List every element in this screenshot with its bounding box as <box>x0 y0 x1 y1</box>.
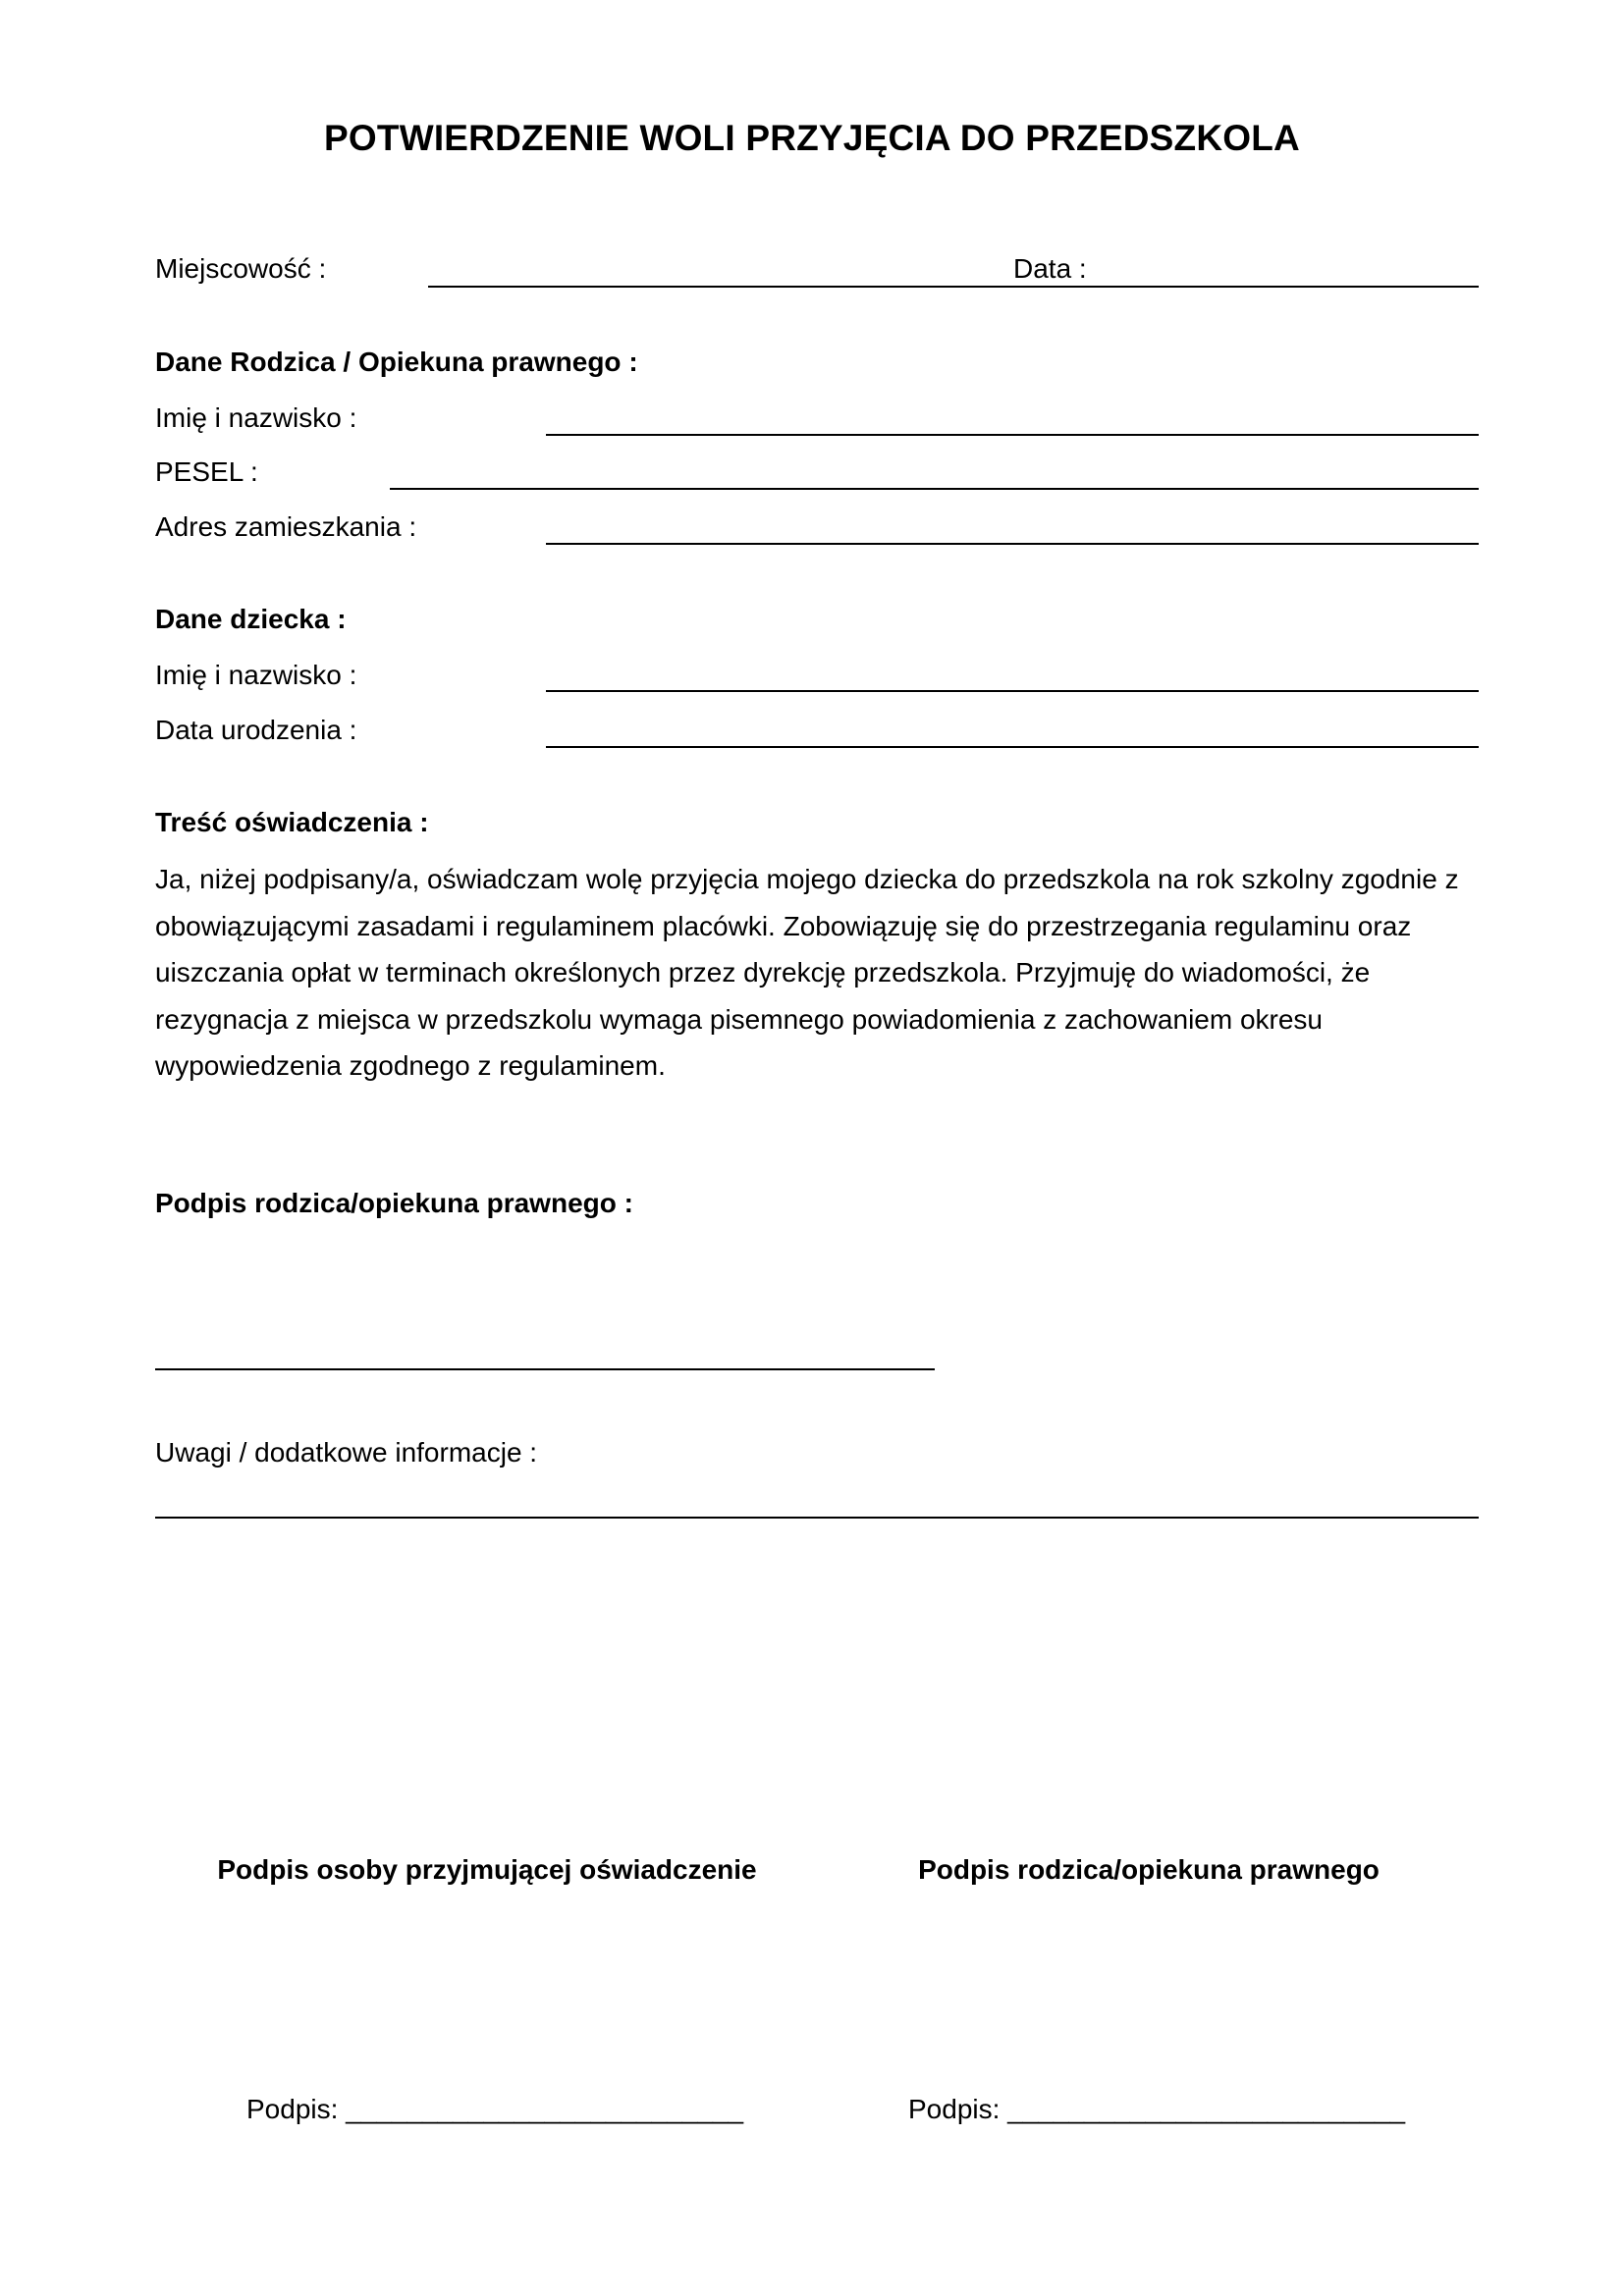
parent-pesel-label: PESEL : <box>155 456 258 487</box>
child-birthdate-label: Data urodzenia : <box>155 715 357 745</box>
statement-line: uiszczania opłat w terminach określonych przez dyrekcję przedszkola. Przyjmuję do wiadomości, że <box>155 957 1371 988</box>
child-birthdate-field-line[interactable] <box>546 746 1479 748</box>
statement-text <box>155 856 1471 1090</box>
receiver-signature-field[interactable]: Podpis: __________________________ <box>246 2094 744 2124</box>
parent-name-field-line[interactable] <box>546 434 1479 436</box>
parent-section-heading: Dane Rodzica / Opiekuna prawnego : <box>155 347 638 377</box>
child-name-label: Imię i nazwisko : <box>155 660 357 690</box>
document-title: POTWIERDZENIE WOLI PRZYJĘCIA DO PRZEDSZKOLA <box>324 118 1300 158</box>
statement-line: obowiązującymi zasadami i regulaminem placówki. Zobowiązuję się do przestrzegania regulaminu oraz <box>155 910 1412 941</box>
receiver-signature-heading: Podpis osoby przyjmującej oświadczenie <box>217 1854 757 1885</box>
parent-address-field-line[interactable] <box>546 543 1479 545</box>
child-section-heading: Dane dziecka : <box>155 604 347 634</box>
parent-address-label: Adres zamieszkania : <box>155 511 417 542</box>
place-date-field-line[interactable] <box>428 286 1479 288</box>
place-label: Miejscowość : <box>155 253 327 284</box>
statement-heading: Treść oświadczenia : <box>155 807 429 837</box>
statement-line: rezygnacja z miejsca w przedszkolu wymaga pisemnego powiadomienia z zachowaniem okresu <box>155 1003 1324 1035</box>
statement-line: wypowiedzenia zgodnego z regulaminem. <box>155 1050 666 1081</box>
parent-signature-line[interactable] <box>155 1368 935 1370</box>
remarks-field-line[interactable] <box>155 1517 1479 1519</box>
date-label: Data : <box>1013 253 1087 284</box>
parent-bottom-signature-field[interactable]: Podpis: __________________________ <box>908 2094 1406 2124</box>
parent-name-label: Imię i nazwisko : <box>155 402 357 433</box>
parent-bottom-signature-heading: Podpis rodzica/opiekuna prawnego <box>918 1854 1380 1885</box>
statement-line: Ja, niżej podpisany/a, oświadczam wolę przyjęcia mojego dziecka do przedszkola na rok szkolny zgodnie z <box>155 864 1459 894</box>
parent-pesel-field-line[interactable] <box>390 488 1479 490</box>
child-name-field-line[interactable] <box>546 690 1479 692</box>
parent-signature-heading: Podpis rodzica/opiekuna prawnego : <box>155 1188 633 1218</box>
remarks-label: Uwagi / dodatkowe informacje : <box>155 1437 538 1468</box>
